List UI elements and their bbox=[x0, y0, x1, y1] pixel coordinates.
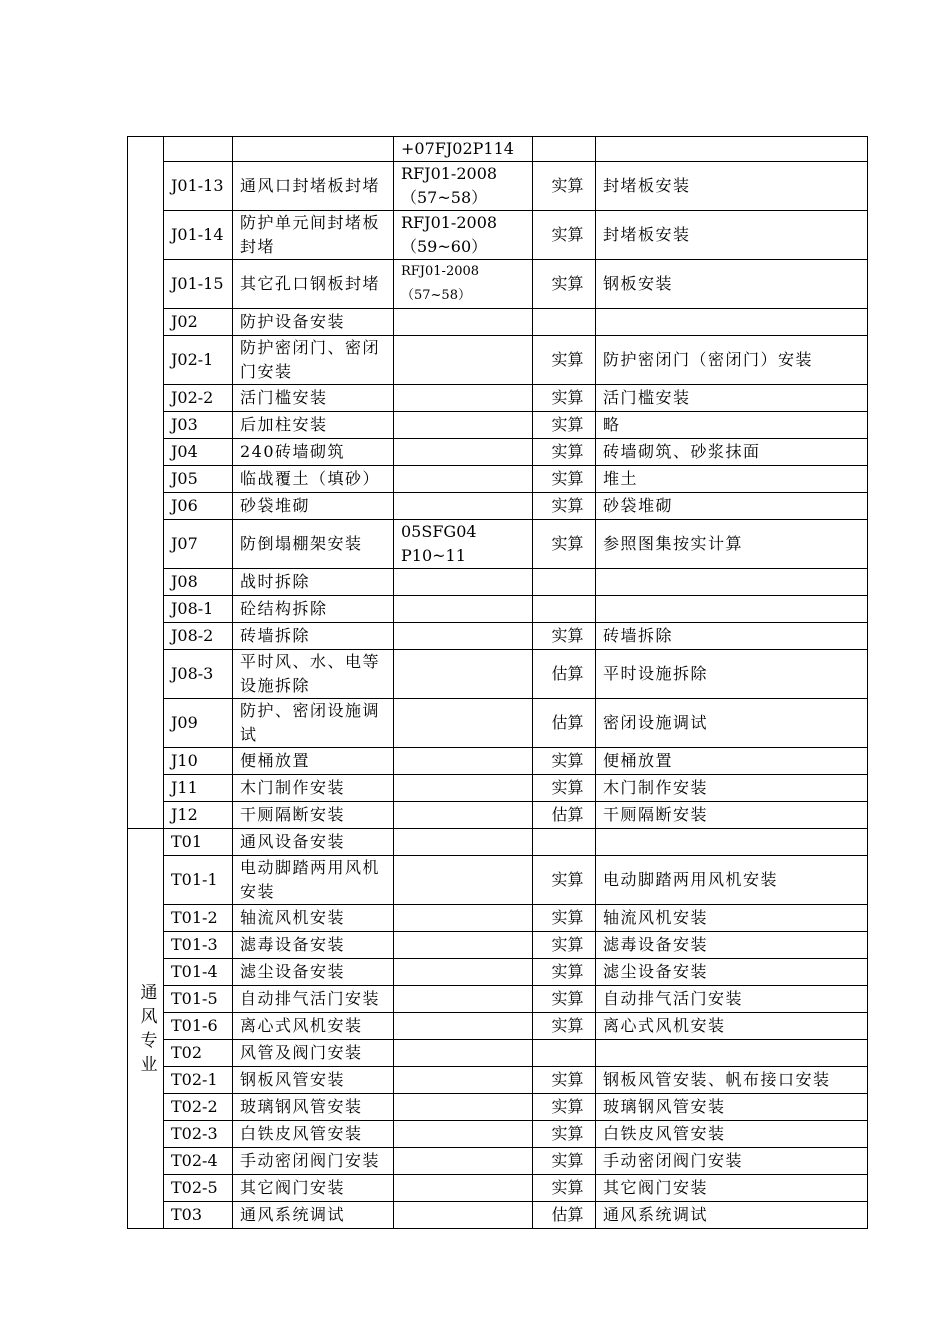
desc-cell bbox=[596, 596, 868, 623]
desc-cell: 自动排气活门安装 bbox=[596, 986, 868, 1013]
code-cell: T03 bbox=[164, 1202, 233, 1229]
desc-cell: 钢板风管安装、帆布接口安装 bbox=[596, 1067, 868, 1094]
desc-cell: 轴流风机安装 bbox=[596, 905, 868, 932]
ref-cell bbox=[394, 623, 533, 650]
method-cell bbox=[533, 309, 596, 336]
table-row bbox=[128, 623, 868, 650]
code-cell: J05 bbox=[164, 466, 233, 493]
name-cell: 防倒塌棚架安装 bbox=[233, 520, 394, 569]
table-row bbox=[128, 1094, 868, 1121]
name-cell: 砼结构拆除 bbox=[233, 596, 394, 623]
method-cell bbox=[533, 137, 596, 162]
name-cell: 自动排气活门安装 bbox=[233, 986, 394, 1013]
desc-cell: 封堵板安装 bbox=[596, 211, 868, 260]
desc-cell: 平时设施拆除 bbox=[596, 650, 868, 699]
method-cell: 估算 bbox=[533, 1202, 596, 1229]
desc-cell bbox=[596, 1040, 868, 1067]
ref-cell bbox=[394, 1040, 533, 1067]
table-row bbox=[128, 802, 868, 829]
name-cell: 其它孔口钢板封堵 bbox=[233, 260, 394, 309]
ref-cell bbox=[394, 439, 533, 466]
ref-cell bbox=[394, 802, 533, 829]
code-cell: T01-4 bbox=[164, 959, 233, 986]
name-cell: 防护设备安装 bbox=[233, 309, 394, 336]
method-cell: 实算 bbox=[533, 260, 596, 309]
code-cell: J06 bbox=[164, 493, 233, 520]
desc-cell: 白铁皮风管安装 bbox=[596, 1121, 868, 1148]
section-label-cell bbox=[128, 829, 164, 1229]
method-cell: 实算 bbox=[533, 1067, 596, 1094]
name-cell: 通风口封堵板封堵 bbox=[233, 162, 394, 211]
name-cell: 防护密闭门、密闭门安装 bbox=[233, 336, 394, 385]
table-body bbox=[128, 137, 868, 1229]
name-cell: 滤尘设备安装 bbox=[233, 959, 394, 986]
ref-cell bbox=[394, 748, 533, 775]
code-cell: J09 bbox=[164, 699, 233, 748]
method-cell bbox=[533, 1040, 596, 1067]
method-cell: 实算 bbox=[533, 520, 596, 569]
table-row bbox=[128, 412, 868, 439]
method-cell: 实算 bbox=[533, 439, 596, 466]
name-cell: 木门制作安装 bbox=[233, 775, 394, 802]
ref-cell bbox=[394, 309, 533, 336]
table-row bbox=[128, 959, 868, 986]
desc-cell bbox=[596, 309, 868, 336]
table-row bbox=[128, 493, 868, 520]
table-row bbox=[128, 986, 868, 1013]
desc-cell: 钢板安装 bbox=[596, 260, 868, 309]
table-row bbox=[128, 1202, 868, 1229]
ref-cell bbox=[394, 1202, 533, 1229]
ref-cell bbox=[394, 650, 533, 699]
ref-cell bbox=[394, 336, 533, 385]
ref-cell: +07FJ02P114 bbox=[394, 137, 533, 162]
method-cell: 实算 bbox=[533, 1121, 596, 1148]
name-cell: 平时风、水、电等设施拆除 bbox=[233, 650, 394, 699]
table-row bbox=[128, 596, 868, 623]
code-cell: T02-3 bbox=[164, 1121, 233, 1148]
ref-cell bbox=[394, 932, 533, 959]
desc-cell: 其它阀门安装 bbox=[596, 1175, 868, 1202]
ref-cell bbox=[394, 412, 533, 439]
table-row bbox=[128, 1067, 868, 1094]
ref-cell bbox=[394, 1175, 533, 1202]
table-row bbox=[128, 1121, 868, 1148]
ref-cell bbox=[394, 1121, 533, 1148]
method-cell: 估算 bbox=[533, 699, 596, 748]
desc-cell: 滤尘设备安装 bbox=[596, 959, 868, 986]
code-cell: J08 bbox=[164, 569, 233, 596]
method-cell: 实算 bbox=[533, 775, 596, 802]
desc-cell: 参照图集按实计算 bbox=[596, 520, 868, 569]
section-label: 通风专业 bbox=[140, 982, 158, 1075]
ref-cell: RFJ01-2008（57~58） bbox=[394, 260, 533, 309]
ref-cell bbox=[394, 1094, 533, 1121]
method-cell: 实算 bbox=[533, 211, 596, 260]
method-cell: 实算 bbox=[533, 466, 596, 493]
desc-cell: 干厕隔断安装 bbox=[596, 802, 868, 829]
code-cell: J04 bbox=[164, 439, 233, 466]
method-cell: 实算 bbox=[533, 1094, 596, 1121]
table-row bbox=[128, 1148, 868, 1175]
ref-cell bbox=[394, 775, 533, 802]
name-cell: 后加柱安装 bbox=[233, 412, 394, 439]
method-cell: 实算 bbox=[533, 748, 596, 775]
name-cell: 白铁皮风管安装 bbox=[233, 1121, 394, 1148]
desc-cell: 活门槛安装 bbox=[596, 385, 868, 412]
name-cell: 离心式风机安装 bbox=[233, 1013, 394, 1040]
method-cell bbox=[533, 596, 596, 623]
method-cell bbox=[533, 569, 596, 596]
table-row bbox=[128, 699, 868, 748]
method-cell: 实算 bbox=[533, 1175, 596, 1202]
method-cell: 估算 bbox=[533, 650, 596, 699]
ref-cell bbox=[394, 569, 533, 596]
name-cell: 其它阀门安装 bbox=[233, 1175, 394, 1202]
table-row bbox=[128, 520, 868, 569]
ref-cell bbox=[394, 493, 533, 520]
code-cell: J08-2 bbox=[164, 623, 233, 650]
name-cell: 滤毒设备安装 bbox=[233, 932, 394, 959]
name-cell: 轴流风机安装 bbox=[233, 905, 394, 932]
code-cell: J12 bbox=[164, 802, 233, 829]
desc-cell: 封堵板安装 bbox=[596, 162, 868, 211]
table-row bbox=[128, 905, 868, 932]
code-cell: J10 bbox=[164, 748, 233, 775]
name-cell: 战时拆除 bbox=[233, 569, 394, 596]
code-cell bbox=[164, 137, 233, 162]
method-cell: 实算 bbox=[533, 385, 596, 412]
desc-cell: 木门制作安装 bbox=[596, 775, 868, 802]
desc-cell: 离心式风机安装 bbox=[596, 1013, 868, 1040]
table-row bbox=[128, 466, 868, 493]
table-row bbox=[128, 569, 868, 596]
method-cell: 实算 bbox=[533, 986, 596, 1013]
name-cell: 玻璃钢风管安装 bbox=[233, 1094, 394, 1121]
desc-cell: 堆土 bbox=[596, 466, 868, 493]
desc-cell: 砖墙拆除 bbox=[596, 623, 868, 650]
method-cell bbox=[533, 829, 596, 856]
name-cell: 240砖墙砌筑 bbox=[233, 439, 394, 466]
code-cell: T01 bbox=[164, 829, 233, 856]
table-row bbox=[128, 137, 868, 162]
desc-cell bbox=[596, 569, 868, 596]
ref-cell: 05SFG04 P10~11 bbox=[394, 520, 533, 569]
quota-table bbox=[127, 136, 868, 1229]
desc-cell: 便桶放置 bbox=[596, 748, 868, 775]
method-cell: 实算 bbox=[533, 336, 596, 385]
method-cell: 实算 bbox=[533, 623, 596, 650]
code-cell: J08-3 bbox=[164, 650, 233, 699]
ref-cell bbox=[394, 986, 533, 1013]
section-label-cell bbox=[128, 137, 164, 829]
table-row bbox=[128, 162, 868, 211]
code-cell: J01-15 bbox=[164, 260, 233, 309]
code-cell: J11 bbox=[164, 775, 233, 802]
method-cell: 实算 bbox=[533, 1148, 596, 1175]
name-cell: 风管及阀门安装 bbox=[233, 1040, 394, 1067]
name-cell: 临战覆土（填砂） bbox=[233, 466, 394, 493]
method-cell: 实算 bbox=[533, 412, 596, 439]
method-cell: 实算 bbox=[533, 1013, 596, 1040]
ref-cell bbox=[394, 905, 533, 932]
code-cell: T02-1 bbox=[164, 1067, 233, 1094]
method-cell: 实算 bbox=[533, 959, 596, 986]
ref-cell: RFJ01-2008（57~58） bbox=[394, 162, 533, 211]
ref-cell: RFJ01-2008（59~60） bbox=[394, 211, 533, 260]
method-cell: 实算 bbox=[533, 932, 596, 959]
table-row bbox=[128, 856, 868, 905]
name-cell: 电动脚踏两用风机安装 bbox=[233, 856, 394, 905]
name-cell: 手动密闭阀门安装 bbox=[233, 1148, 394, 1175]
desc-cell: 手动密闭阀门安装 bbox=[596, 1148, 868, 1175]
code-cell: T02-4 bbox=[164, 1148, 233, 1175]
table-row bbox=[128, 385, 868, 412]
table-row bbox=[128, 336, 868, 385]
name-cell bbox=[233, 137, 394, 162]
name-cell: 活门槛安装 bbox=[233, 385, 394, 412]
desc-cell: 密闭设施调试 bbox=[596, 699, 868, 748]
code-cell: T01-2 bbox=[164, 905, 233, 932]
desc-cell: 通风系统调试 bbox=[596, 1202, 868, 1229]
name-cell: 便桶放置 bbox=[233, 748, 394, 775]
desc-cell: 防护密闭门（密闭门）安装 bbox=[596, 336, 868, 385]
table-row bbox=[128, 439, 868, 466]
name-cell: 砂袋堆砌 bbox=[233, 493, 394, 520]
method-cell: 实算 bbox=[533, 856, 596, 905]
ref-cell bbox=[394, 596, 533, 623]
method-cell: 估算 bbox=[533, 802, 596, 829]
desc-cell bbox=[596, 137, 868, 162]
ref-cell bbox=[394, 1013, 533, 1040]
name-cell: 干厕隔断安装 bbox=[233, 802, 394, 829]
code-cell: T01-6 bbox=[164, 1013, 233, 1040]
code-cell: J02-2 bbox=[164, 385, 233, 412]
desc-cell: 滤毒设备安装 bbox=[596, 932, 868, 959]
ref-cell bbox=[394, 699, 533, 748]
ref-cell bbox=[394, 856, 533, 905]
desc-cell: 砖墙砌筑、砂浆抹面 bbox=[596, 439, 868, 466]
name-cell: 通风设备安装 bbox=[233, 829, 394, 856]
code-cell: T01-3 bbox=[164, 932, 233, 959]
table-row bbox=[128, 309, 868, 336]
ref-cell bbox=[394, 1148, 533, 1175]
name-cell: 砖墙拆除 bbox=[233, 623, 394, 650]
desc-cell: 玻璃钢风管安装 bbox=[596, 1094, 868, 1121]
code-cell: J08-1 bbox=[164, 596, 233, 623]
table-row bbox=[128, 260, 868, 309]
code-cell: J01-14 bbox=[164, 211, 233, 260]
ref-cell bbox=[394, 829, 533, 856]
method-cell: 实算 bbox=[533, 905, 596, 932]
desc-cell bbox=[596, 829, 868, 856]
ref-cell bbox=[394, 385, 533, 412]
code-cell: J03 bbox=[164, 412, 233, 439]
desc-cell: 砂袋堆砌 bbox=[596, 493, 868, 520]
table-row bbox=[128, 1013, 868, 1040]
name-cell: 防护、密闭设施调试 bbox=[233, 699, 394, 748]
code-cell: J02 bbox=[164, 309, 233, 336]
desc-cell: 略 bbox=[596, 412, 868, 439]
name-cell: 钢板风管安装 bbox=[233, 1067, 394, 1094]
table-row bbox=[128, 1040, 868, 1067]
table-row bbox=[128, 932, 868, 959]
code-cell: J07 bbox=[164, 520, 233, 569]
code-cell: T02-5 bbox=[164, 1175, 233, 1202]
code-cell: T01-1 bbox=[164, 856, 233, 905]
method-cell: 实算 bbox=[533, 162, 596, 211]
name-cell: 通风系统调试 bbox=[233, 1202, 394, 1229]
code-cell: J02-1 bbox=[164, 336, 233, 385]
ref-cell bbox=[394, 959, 533, 986]
method-cell: 实算 bbox=[533, 493, 596, 520]
code-cell: J01-13 bbox=[164, 162, 233, 211]
name-cell: 防护单元间封堵板封堵 bbox=[233, 211, 394, 260]
table-row bbox=[128, 211, 868, 260]
desc-cell: 电动脚踏两用风机安装 bbox=[596, 856, 868, 905]
table-row bbox=[128, 650, 868, 699]
ref-cell bbox=[394, 1067, 533, 1094]
table-row bbox=[128, 775, 868, 802]
table-row bbox=[128, 1175, 868, 1202]
ref-cell bbox=[394, 466, 533, 493]
code-cell: T02-2 bbox=[164, 1094, 233, 1121]
table-row bbox=[128, 748, 868, 775]
table-row bbox=[128, 829, 868, 856]
code-cell: T01-5 bbox=[164, 986, 233, 1013]
code-cell: T02 bbox=[164, 1040, 233, 1067]
